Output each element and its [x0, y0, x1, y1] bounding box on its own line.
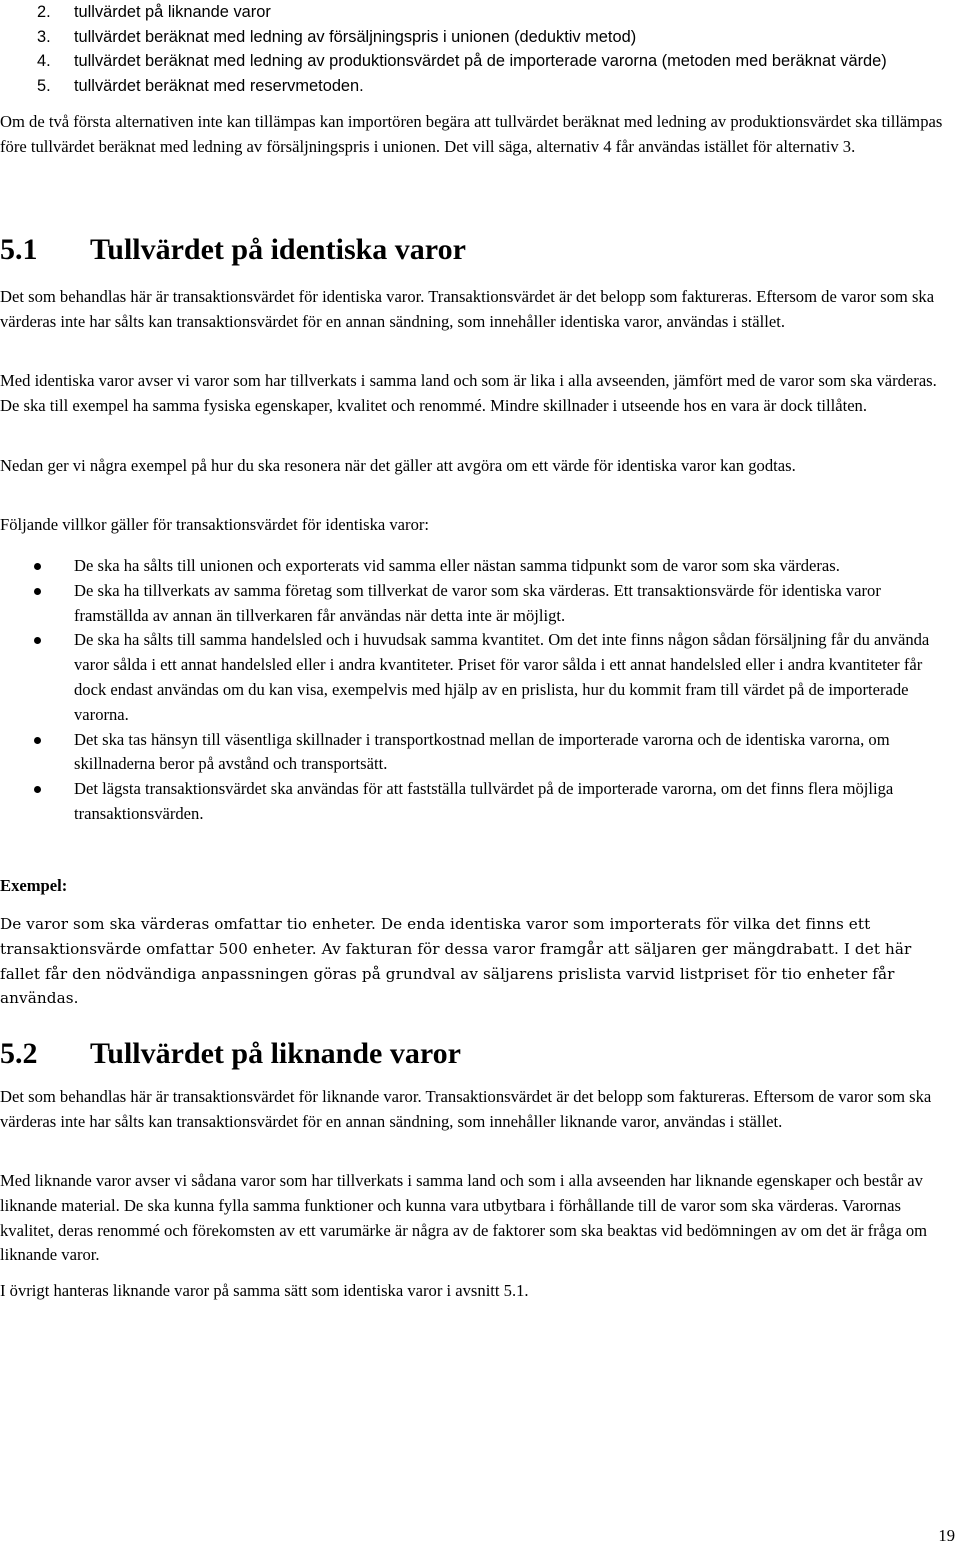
list-item-text: De ska ha sålts till samma handelsled och i huvudsak samma kvantitet. Om det inte finns någon sådan försäljning får du använda varor sålda i ett annat handelsled eller i andra kvantiteter. Priset för varor sålda i ett annat handelsled eller i andra kvantiteter får dock endast användas om du kan visa, exempelvis med hjälp av en prislista, hur du kommit fram till värdet på de importerade varorna. — [74, 630, 930, 724]
paragraph: Det som behandlas här är transaktionsvärdet för identiska varor. Transaktionsvärdet är det belopp som faktureras. Eftersom de varor som ska värderas inte har sålts kan transaktionsvärdet för en annan sändning, som innehåller identiska varor, användas i stället. — [0, 287, 935, 331]
paragraph: Följande villkor gäller för transaktionsvärdet för identiska varor: — [0, 515, 430, 534]
list-item-text: Det lägsta transaktionsvärdet ska användas för att fastställa tullvärdet på de importerade varorna, om det finns flera möjliga transaktionsvärden. — [74, 779, 894, 823]
bullet-icon — [34, 563, 41, 570]
paragraph: Nedan ger vi några exempel på hur du ska resonera när det gäller att avgöra om ett värde för identiska varor kan godtas. — [0, 456, 796, 475]
paragraph: Det som behandlas här är transaktionsvärdet för liknande varor. Transaktionsvärdet är det belopp som faktureras. Eftersom de varor som ska värderas inte har sålts kan transaktionsvärdet för en annan sändning, som innehåller liknande varor, användas i stället. — [0, 1087, 932, 1131]
list-item-number: 2. — [37, 3, 51, 21]
paragraph: Med liknande varor avser vi sådana varor som har tillverkats i samma land och som i alla avseenden har liknande egenskaper och består av liknande material. De ska kunna fylla samma funktioner och kunna vara utbytbara i förhållande till de varor som ska värderas. Varornas kvalitet, deras renommé och förekomsten av ett varumärke är några av de faktorer som ska beaktas vid bedömningen av om det är fråga om liknande varor. — [0, 1171, 928, 1265]
bullet-icon — [34, 637, 41, 644]
list-item-number: 4. — [37, 52, 51, 71]
list-item — [37, 74, 960, 99]
list-item-text: De ska ha tillverkats av samma företag som tillverkat de varor som ska värderas. Ett transaktionsvärde för identiska varor framställda av annan än tillverkaren får användas när detta inte är möjligt. — [74, 580, 881, 625]
example-label: Exempel: — [0, 876, 68, 895]
list-item — [74, 728, 955, 778]
list-item-text: tullvärdet beräknat med ledning av försäljningspris i unionen (deduktiv metod) — [74, 27, 637, 46]
list-item — [37, 0, 960, 25]
section-title: Tullvärdet på identiska varor — [90, 233, 466, 266]
intro-paragraph: Om de två första alternativen inte kan tillämpas kan importören begära att tullvärdet beräknat med ledning av produktionsvärdet ska tillämpas före tullvärdet beräknat med ledning av försäljningspris i unionen. Det vill säga, alternativ 4 får användas istället för alternativ 3. — [0, 112, 943, 156]
list-item — [74, 628, 955, 727]
list-item-text: tullvärdet på liknande varor — [74, 3, 271, 21]
paragraph: I övrigt hanteras liknande varor på samma sätt som identiska varor i avsnitt 5.1. — [0, 1281, 529, 1300]
list-item — [74, 554, 955, 579]
paragraph: Med identiska varor avser vi varor som har tillverkats i samma land och som är lika i alla avseenden, jämfört med de varor som ska värderas. De ska till exempel ha samma fysiska egenskaper, kvalitet och renommé. Mindre skillnader i utseende hos en vara är dock tillåten. — [0, 371, 937, 415]
bullet-icon — [34, 588, 41, 595]
list-item-text: tullvärdet beräknat med reservmetoden. — [74, 76, 364, 95]
section-5-1-heading — [0, 232, 466, 268]
list-item-text: De ska ha sålts till unionen och exporterats vid samma eller nästan samma tidpunkt som de varor som ska värderas. — [74, 556, 840, 575]
list-item-number: 5. — [37, 76, 51, 95]
list-item-text: tullvärdet beräknat med ledning av produktionsvärdet på de importerade varorna (metoden med beräknat värde) — [74, 52, 887, 71]
list-item — [74, 777, 955, 827]
list-item — [37, 25, 960, 50]
section-title: Tullvärdet på liknande varor — [90, 1037, 461, 1070]
valuation-methods-list — [0, 0, 960, 98]
section-5-2-heading — [0, 1036, 461, 1072]
section-number: 5.1 — [0, 233, 38, 266]
page-number: 19 — [938, 1526, 955, 1545]
bullet-icon — [34, 737, 41, 744]
example-paragraph: De varor som ska värderas omfattar tio enheter. De enda identiska varor som importerats för vilka det finns ett transaktionsvärde omfattar 500 enheter. Av fakturan för dessa varor framgår att säljaren ger mängdrabatt. I det här fallet får den nödvändiga anpassningen göras på grundval av säljarens prislista varvid listpriset för tio enheter får användas. — [0, 915, 912, 1008]
conditions-list — [0, 554, 955, 827]
list-item — [37, 49, 960, 74]
list-item — [74, 579, 955, 629]
bullet-icon — [34, 786, 41, 793]
list-item-text: Det ska tas hänsyn till väsentliga skillnader i transportkostnad mellan de importerade varorna och de identiska varorna, om skillnaderna beror på avstånd och transportsätt. — [74, 729, 890, 774]
list-item-number: 3. — [37, 27, 51, 46]
section-number: 5.2 — [0, 1037, 38, 1070]
